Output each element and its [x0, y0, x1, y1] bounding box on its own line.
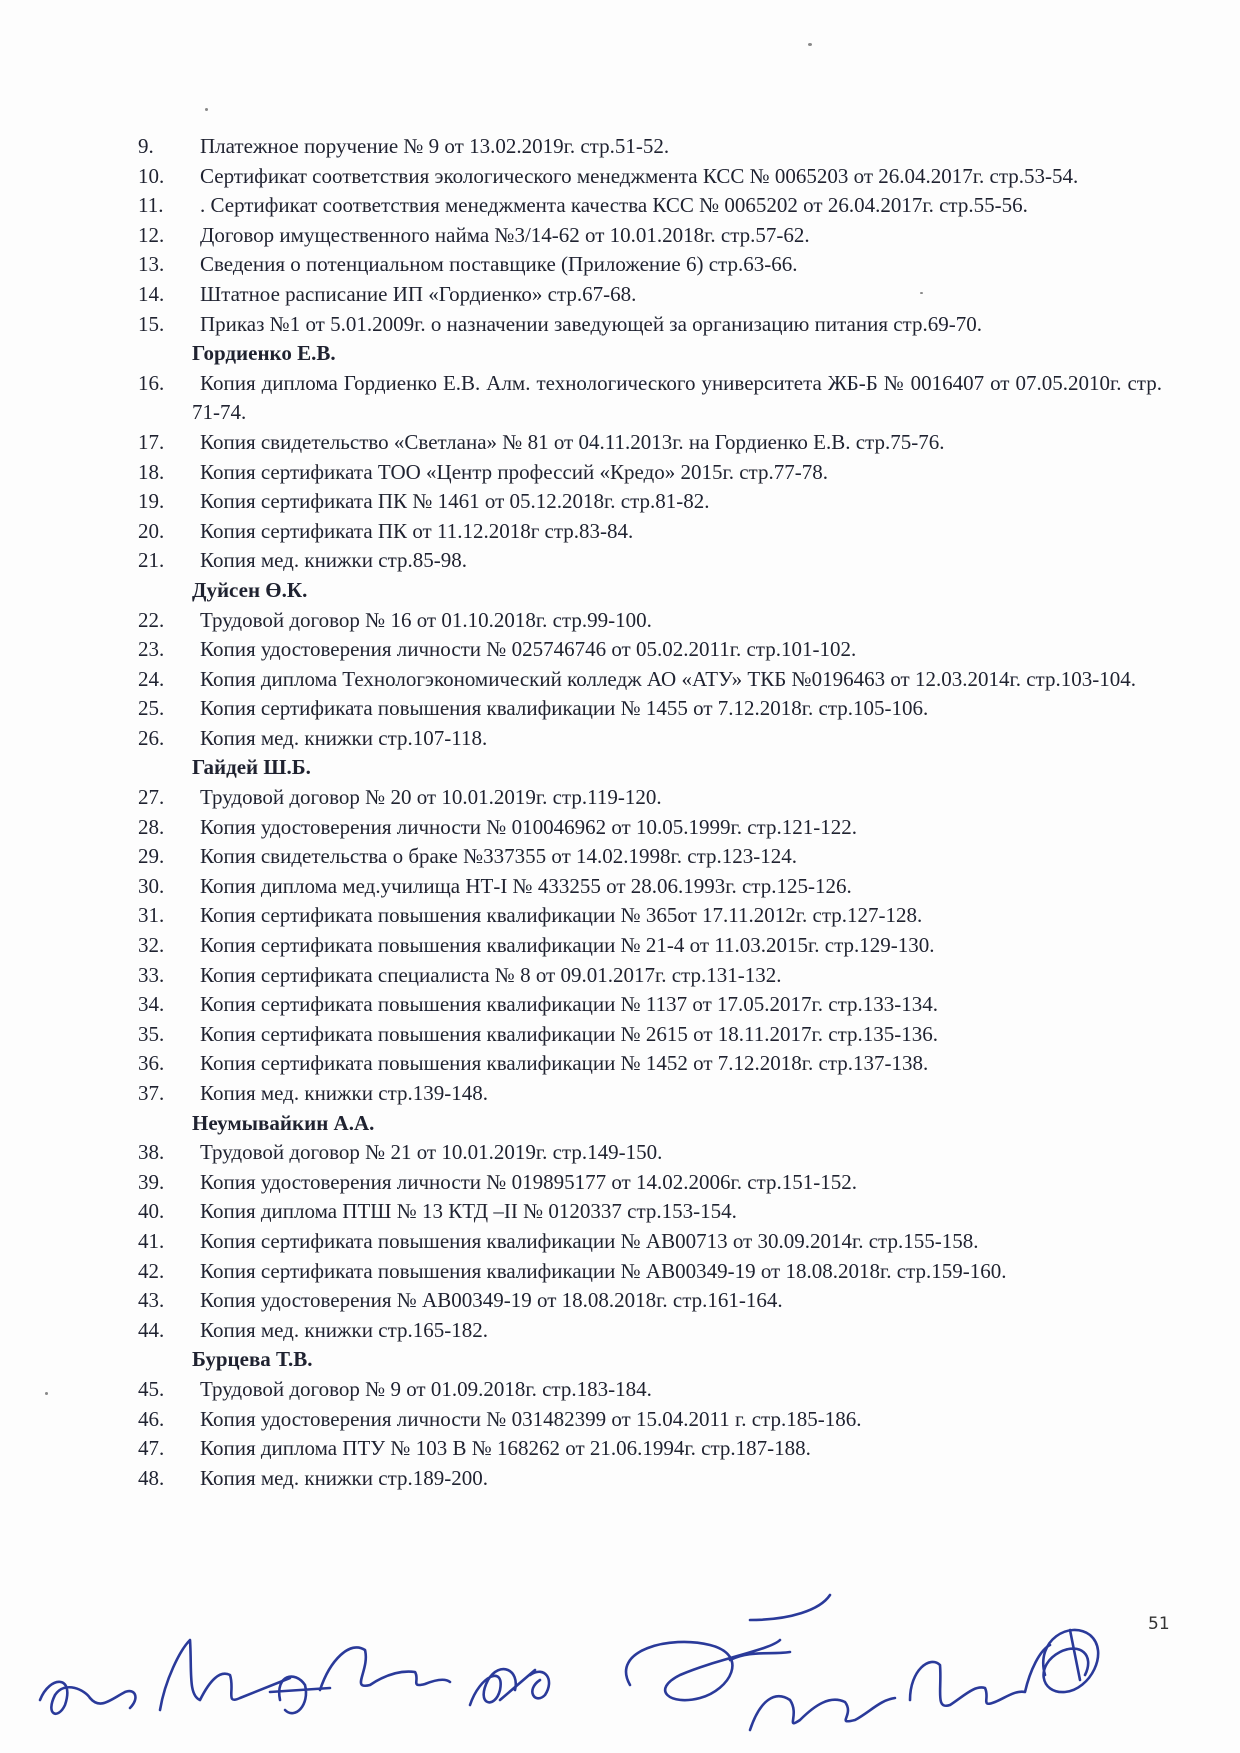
list-item — [138, 546, 1162, 576]
list-item-number: 21. — [138, 548, 165, 573]
list-item-text: Трудовой договор № 9 от 01.09.2018г. стр.183-184. — [200, 1376, 652, 1401]
list-item-text: Копия диплома ПТУ № 103 В № 168262 от 21.06.1994г. стр.187-188. — [200, 1436, 811, 1461]
list-item-text: Копия сертификата ПК № 1461 от 05.12.2018г. стр.81-82. — [200, 489, 710, 514]
list-item — [138, 132, 1162, 162]
list-item-number: 46. — [138, 1406, 165, 1431]
list-item — [138, 694, 1162, 724]
list-item-text: Копия сертификата ТОО «Центр профессий «Кредо» 2015г. стр.77-78. — [200, 459, 828, 484]
list-item — [138, 1227, 1162, 1257]
list-item — [138, 813, 1162, 843]
signature-1 — [40, 1682, 135, 1714]
list-item-number: 41. — [138, 1228, 165, 1253]
list-item — [138, 1138, 1162, 1168]
list-item — [138, 162, 1162, 192]
list-item-number: 43. — [138, 1288, 165, 1313]
list-item-number: 47. — [138, 1436, 165, 1461]
list-item-number: 36. — [138, 1051, 165, 1076]
list-item-number: 18. — [138, 459, 165, 484]
list-item-number: 30. — [138, 873, 165, 898]
list-item-number: 32. — [138, 933, 165, 958]
signature-8 — [910, 1645, 1050, 1706]
section-heading: Гордиенко Е.В. — [192, 341, 336, 366]
list-item — [138, 1020, 1162, 1050]
list-item-text: Копия сертификата ПК от 11.12.2018г стр.83-84. — [200, 518, 634, 543]
list-item-text: Трудовой договор № 16 от 01.10.2018г. стр.99-100. — [200, 607, 652, 632]
list-item-number: 40. — [138, 1199, 165, 1224]
list-item-text: Копия удостоверения № АВ00349-19 от 18.08.2018г. стр.161-164. — [200, 1288, 783, 1313]
list-item-number: 27. — [138, 785, 165, 810]
list-item-number: 24. — [138, 666, 165, 691]
list-item-number: 23. — [138, 637, 165, 662]
list-item — [138, 1405, 1162, 1435]
list-item-text: . Сертификат соответствия менеджмента качества КСС № 0065202 от 26.04.2017г. стр.55-56. — [200, 193, 1028, 218]
page-number: 51 — [1148, 1614, 1170, 1634]
list-item — [138, 872, 1162, 902]
list-item — [138, 250, 1162, 280]
list-item — [138, 1257, 1162, 1287]
list-item-number: 19. — [138, 489, 165, 514]
scan-speck — [808, 43, 812, 46]
section-heading: Дуйсен Ө.К. — [192, 577, 308, 602]
list-item-text: Копия сертификата повышения квалификации № 1137 от 17.05.2017г. стр.133-134. — [200, 992, 939, 1017]
list-item — [138, 280, 1162, 310]
list-item-text: Договор имущественного найма №3/14-62 от 10.01.2018г. стр.57-62. — [200, 222, 810, 247]
list-item-text: Копия диплома ПТШ № 13 КТД –II № 0120337 стр.153-154. — [200, 1199, 737, 1224]
section-heading: Гайдей Ш.Б. — [192, 755, 311, 780]
list-item — [138, 665, 1162, 695]
list-item-number: 10. — [138, 163, 165, 188]
signature-2 — [160, 1640, 290, 1710]
list-item — [138, 931, 1162, 961]
list-item — [138, 517, 1162, 547]
list-item-text: Копия удостоверения личности № 019895177 от 14.02.2006г. стр.151-152. — [200, 1169, 857, 1194]
list-item — [138, 1168, 1162, 1198]
signature-6 — [626, 1595, 830, 1700]
list-item-text: Копия мед. книжки стр.165-182. — [200, 1317, 488, 1342]
list-item — [138, 961, 1162, 991]
list-item-text: Копия мед. книжки стр.107-118. — [200, 725, 488, 750]
signatures-image — [30, 1580, 1150, 1740]
list-item-number: 45. — [138, 1376, 165, 1401]
signature-4 — [320, 1647, 450, 1690]
list-item — [138, 428, 1162, 458]
list-item-text: Копия сертификата повышения квалификации № 2615 от 18.11.2017г. стр.135-136. — [200, 1021, 939, 1046]
list-item-number: 44. — [138, 1317, 165, 1342]
list-item — [138, 901, 1162, 931]
list-item-number: 22. — [138, 607, 165, 632]
list-item-text: Приказ №1 от 5.01.2009г. о назначении заведующей за организацию питания стр.69-70. — [200, 311, 982, 336]
list-item — [138, 191, 1162, 221]
list-item-number: 35. — [138, 1021, 165, 1046]
list-item — [138, 1316, 1162, 1346]
list-item-text: Сертификат соответствия экологического менеджмента КСС № 0065203 от 26.04.2017г. стр.53-54. — [200, 163, 1079, 188]
list-item — [138, 1197, 1162, 1227]
list-item-number: 11. — [138, 193, 164, 218]
list-item — [138, 1079, 1162, 1109]
list-item-text: Копия удостоверения личности № 025746746 от 05.02.2011г. стр.101-102. — [200, 637, 857, 662]
document-list — [138, 132, 1162, 1493]
list-item — [138, 369, 1162, 428]
list-item-text: Копия сертификата повышения квалификации № АВ00349-19 от 18.08.2018г. стр.159-160. — [200, 1258, 1007, 1283]
scan-speck — [45, 1392, 48, 1395]
list-item-text: Копия сертификата повышения квалификации № 1452 от 7.12.2018г. стр.137-138. — [200, 1051, 929, 1076]
list-item-text: Копия свидетельства о браке №337355 от 14.02.1998г. стр.123-124. — [200, 844, 798, 869]
list-item-number: 42. — [138, 1258, 165, 1283]
list-item — [138, 458, 1162, 488]
list-item-text: Копия удостоверения личности № 010046962 от 10.05.1999г. стр.121-122. — [200, 814, 857, 839]
list-item-text: Копия мед. книжки стр.139-148. — [200, 1081, 488, 1105]
list-item — [138, 487, 1162, 517]
list-item-number: 13. — [138, 252, 165, 277]
list-item-number: 12. — [138, 222, 165, 247]
list-item — [138, 1049, 1162, 1079]
list-item-number: 38. — [138, 1140, 165, 1165]
section-heading: Неумывайкин А.А. — [192, 1110, 375, 1135]
list-item-number: 17. — [138, 429, 165, 454]
list-item-text: Копия сертификата повышения квалификации № АВ00713 от 30.09.2014г. стр.155-158. — [200, 1228, 979, 1253]
list-item-text: Копия удостоверения личности № 031482399 от 15.04.2011 г. стр.185-186. — [200, 1406, 862, 1431]
list-item — [138, 724, 1162, 754]
signature-7 — [750, 1696, 895, 1730]
list-item — [138, 1286, 1162, 1316]
list-item-number: 28. — [138, 814, 165, 839]
list-item-number: 25. — [138, 696, 165, 721]
list-item — [138, 1464, 1162, 1494]
list-item-number: 39. — [138, 1169, 165, 1194]
scan-speck — [920, 292, 923, 294]
list-item-text: Копия мед. книжки стр.85-98. — [200, 548, 467, 573]
list-item — [138, 783, 1162, 813]
list-item-number: 29. — [138, 844, 165, 869]
list-item-number: 20. — [138, 518, 165, 543]
list-item — [138, 221, 1162, 251]
list-item — [138, 635, 1162, 665]
list-item-text: Копия диплома Гордиенко Е.В. Алм. технологического университета ЖБ-Б № 0016407 от 07.05.2010г. стр. 71-74. — [192, 370, 1162, 425]
list-item-number: 48. — [138, 1465, 165, 1490]
list-item-text: Копия диплома мед.училища НТ-I № 433255 от 28.06.1993г. стр.125-126. — [200, 873, 852, 898]
list-item-text: Копия свидетельство «Светлана» № 81 от 04.11.2013г. на Гордиенко Е.В. стр.75-76. — [200, 429, 945, 454]
list-item-text: Трудовой договор № 21 от 10.01.2019г. стр.149-150. — [200, 1140, 663, 1165]
list-item — [138, 842, 1162, 872]
section-heading: Бурцева Т.В. — [192, 1347, 313, 1372]
signature-5 — [470, 1669, 549, 1705]
list-item — [138, 310, 1162, 340]
list-item-text: Копия диплома Технологэкономический колледж АО «АТУ» ТКБ №0196463 от 12.03.2014г. стр.103-104. — [200, 666, 1136, 691]
list-item-number: 14. — [138, 281, 165, 306]
list-item-text: Сведения о потенциальном поставщике (Приложение 6) стр.63-66. — [200, 252, 798, 277]
list-item-number: 33. — [138, 962, 165, 987]
list-item-number: 16. — [138, 370, 165, 395]
scan-speck — [205, 108, 208, 111]
list-item — [138, 606, 1162, 636]
list-item-text: Трудовой договор № 20 от 10.01.2019г. стр.119-120. — [200, 785, 662, 810]
list-item-text: Копия мед. книжки стр.189-200. — [200, 1465, 488, 1490]
list-item-number: 31. — [138, 903, 165, 928]
list-item-number: 15. — [138, 311, 165, 336]
list-item-number: 34. — [138, 992, 165, 1017]
list-item — [138, 990, 1162, 1020]
list-item-number: 37. — [138, 1081, 165, 1105]
list-item-text: Копия сертификата повышения квалификации № 1455 от 7.12.2018г. стр.105-106. — [200, 696, 929, 721]
signature-9 — [1043, 1630, 1098, 1692]
list-item-text: Копия сертификата специалиста № 8 от 09.01.2017г. стр.131-132. — [200, 962, 782, 987]
list-item-text: Штатное расписание ИП «Гордиенко» стр.67-68. — [200, 281, 637, 306]
list-item-text: Копия сертификата повышения квалификации № 21-4 от 11.03.2015г. стр.129-130. — [200, 933, 935, 958]
list-item-number: 26. — [138, 725, 165, 750]
list-item-text: Копия сертификата повышения квалификации № 365от 17.11.2012г. стр.127-128. — [200, 903, 923, 928]
list-item — [138, 1375, 1162, 1405]
list-item — [138, 1434, 1162, 1464]
list-item-number: 9. — [138, 134, 154, 158]
list-item-text: Платежное поручение № 9 от 13.02.2019г. стр.51-52. — [200, 134, 670, 158]
